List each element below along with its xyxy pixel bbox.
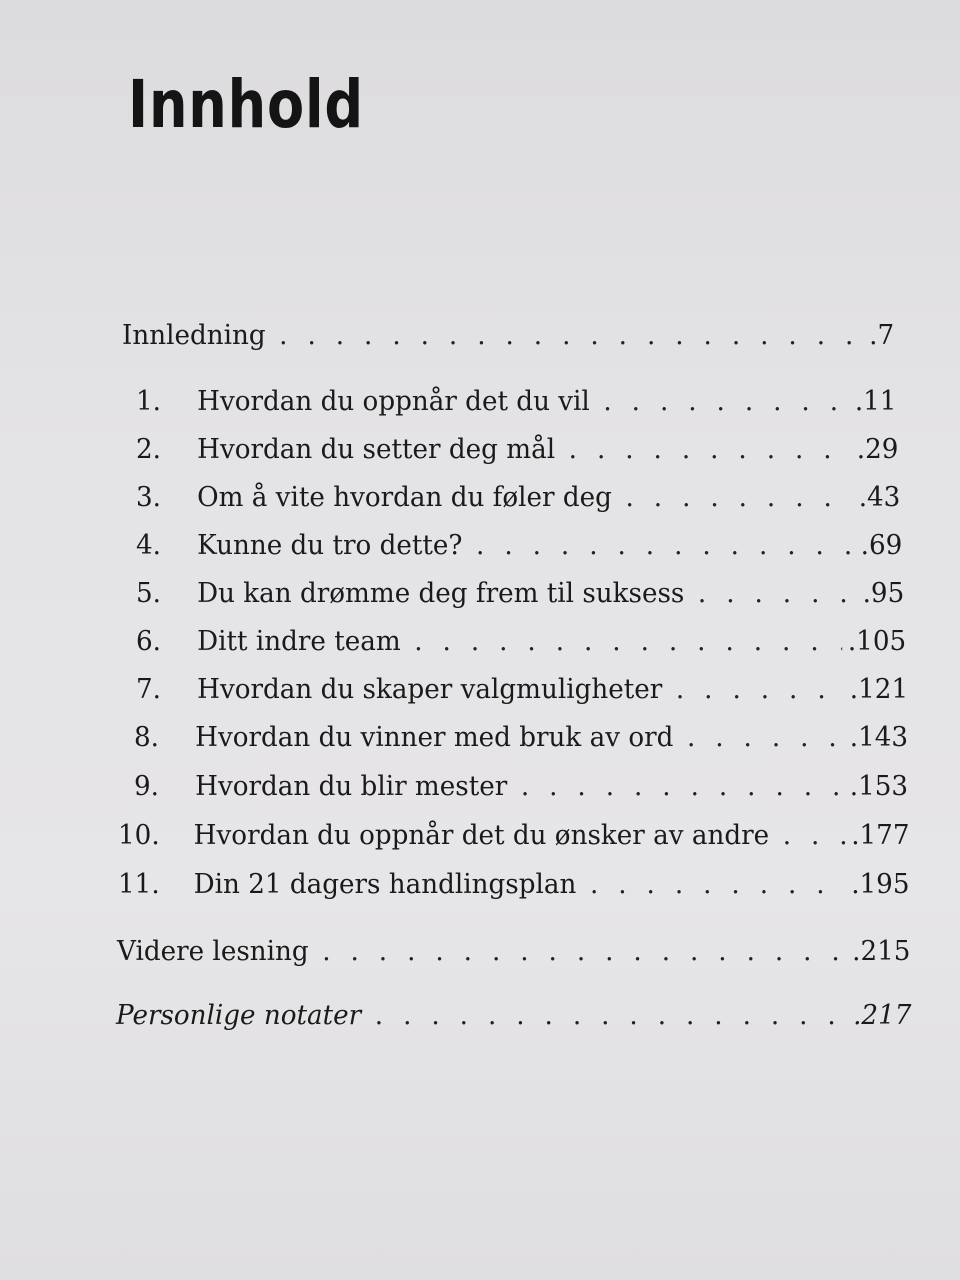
toc-page-number: .69 — [860, 530, 903, 561]
dot-leader — [375, 1002, 847, 1029]
toc-entry-label: Hvordan du oppnår det du vil — [197, 386, 590, 417]
toc-entry-chapter-7 — [136, 676, 908, 703]
page-title: Innhold — [128, 66, 364, 143]
toc-entry-chapter-6 — [136, 628, 906, 655]
toc-entry-chapter-8 — [134, 724, 908, 751]
toc-entry-label: Hvordan du skaper valgmuligheter — [197, 674, 663, 705]
toc-page-number: .195 — [851, 869, 910, 900]
toc-entry-chapter-1 — [136, 388, 896, 415]
toc-entry-label: Ditt indre team — [197, 626, 401, 657]
toc-page-number: .95 — [862, 578, 905, 609]
toc-entry-intro — [122, 322, 894, 349]
toc-entry-chapter-5 — [136, 580, 904, 607]
chapter-number: 7. — [136, 674, 161, 705]
toc-entry-label: Hvordan du vinner med bruk av ord — [195, 722, 674, 753]
toc-entry-chapter-11 — [118, 871, 910, 898]
toc-entry-further-reading — [117, 938, 910, 965]
chapter-number: 1. — [136, 386, 161, 417]
toc-entry-label: Innledning — [122, 320, 266, 351]
dot-leader — [279, 322, 863, 349]
dot-leader — [476, 532, 855, 559]
dot-leader — [521, 773, 844, 800]
chapter-number: 5. — [136, 578, 161, 609]
toc-entry-label: Kunne du tro dette? — [197, 530, 463, 561]
chapter-number: 6. — [136, 626, 161, 657]
toc-page-number: .11 — [854, 386, 897, 417]
chapter-number: 9. — [134, 771, 159, 802]
toc-entry-chapter-9 — [134, 773, 908, 800]
toc-page-number: .153 — [849, 771, 909, 802]
toc-entry-label: Personlige notater — [116, 1000, 362, 1031]
dot-leader — [698, 580, 857, 607]
dot-leader — [676, 676, 844, 703]
toc-page-number: .29 — [856, 434, 899, 465]
toc-entry-label: Hvordan du setter deg mål — [197, 434, 556, 465]
toc-page-number: .215 — [852, 936, 911, 967]
chapter-number: 3. — [136, 482, 161, 513]
toc-entry-chapter-10 — [118, 822, 910, 849]
toc-page-number: .217 — [853, 1000, 912, 1031]
toc-entry-label: Du kan drømme deg frem til suksess — [197, 578, 685, 609]
toc-entry-label: Din 21 dagers handlingsplan — [193, 869, 577, 900]
toc-entry-chapter-4 — [136, 532, 902, 559]
dot-leader — [414, 628, 842, 655]
chapter-number: 11. — [118, 869, 160, 900]
chapter-number: 2. — [136, 434, 161, 465]
toc-entry-personal-notes — [116, 1002, 911, 1029]
dot-leader — [625, 484, 852, 511]
toc-entry-label: Hvordan du oppnår det du ønsker av andre — [193, 820, 770, 851]
toc-page-number: .143 — [849, 722, 909, 753]
dot-leader — [590, 871, 845, 898]
chapter-number: 4. — [136, 530, 161, 561]
dot-leader — [783, 822, 846, 849]
dot-leader — [569, 436, 851, 463]
toc-entry-label: Videre lesning — [117, 936, 309, 967]
toc-entry-label: Hvordan du blir mester — [195, 771, 508, 802]
dot-leader — [603, 388, 849, 415]
toc-entry-chapter-2 — [136, 436, 898, 463]
toc-page-number: .7 — [869, 320, 895, 351]
toc-entry-chapter-3 — [136, 484, 900, 511]
toc-page-number: .121 — [849, 674, 909, 705]
dot-leader — [687, 724, 844, 751]
chapter-number: 8. — [134, 722, 159, 753]
toc-entry-label: Om å vite hvordan du føler deg — [197, 482, 612, 513]
dot-leader — [322, 938, 846, 965]
toc-page-number: .43 — [858, 482, 901, 513]
toc-page-number: .177 — [851, 820, 910, 851]
toc-page-number: .105 — [847, 626, 907, 657]
chapter-number: 10. — [118, 820, 160, 851]
